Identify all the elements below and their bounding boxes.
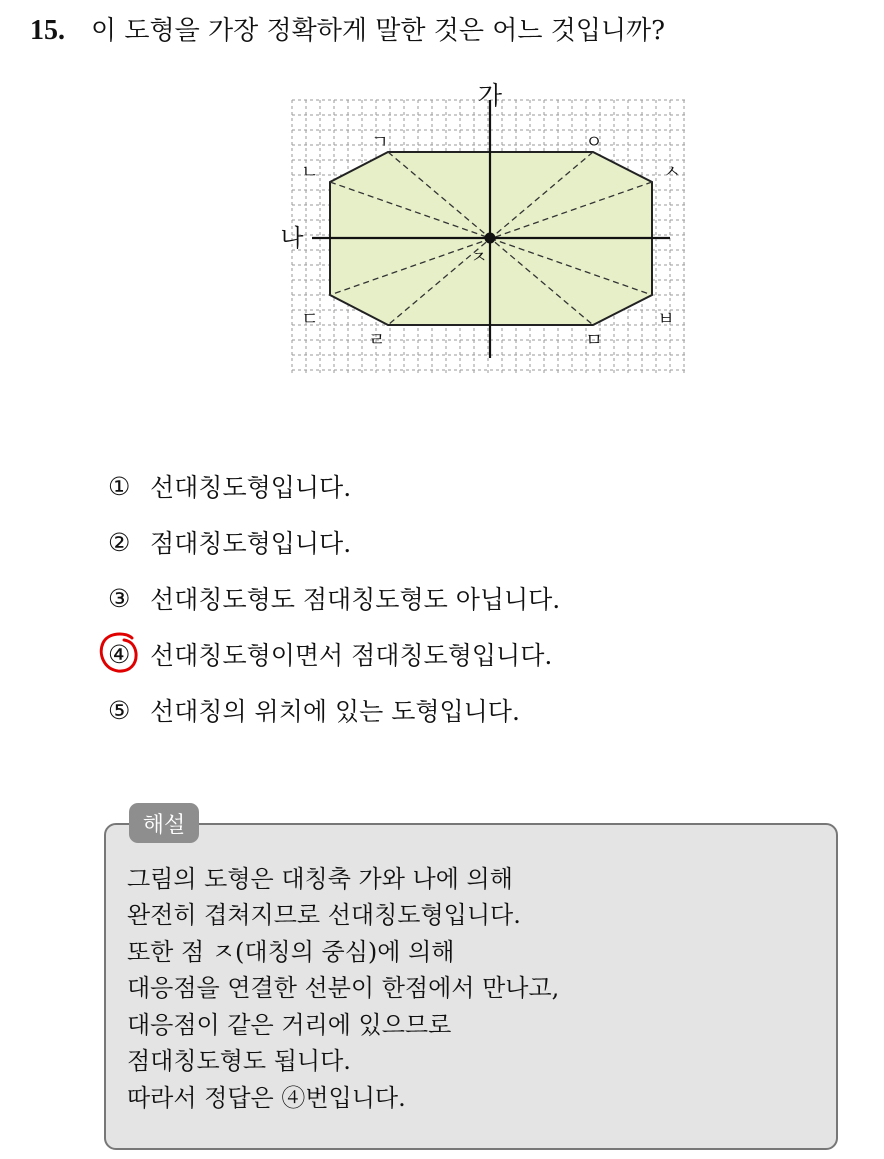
question-text: 이 도형을 가장 정확하게 말한 것은 어느 것입니까? xyxy=(91,16,666,46)
label-p8: ㅇ xyxy=(585,132,603,153)
explanation-line: 완전히 겹쳐지므로 선대칭도형입니다. xyxy=(127,901,521,930)
label-axis-vertical: 가 xyxy=(477,81,503,110)
label-p1: ㄱ xyxy=(371,132,389,153)
choice-text: 선대칭도형입니다. xyxy=(150,473,352,502)
question xyxy=(30,10,665,47)
question-number: 15. xyxy=(30,15,65,46)
choice-1[interactable] xyxy=(108,458,560,514)
choice-number: ③ xyxy=(108,583,131,613)
explanation-text xyxy=(127,858,559,1114)
center-point xyxy=(485,233,496,244)
symmetry-figure xyxy=(270,78,690,378)
label-p6: ㅂ xyxy=(657,309,675,330)
explanation-line: 따라서 정답은 ④번입니다. xyxy=(127,1083,406,1112)
choice-list xyxy=(108,458,560,738)
explanation-line: 그림의 도형은 대칭축 가와 나에 의해 xyxy=(127,864,513,893)
choice-number: ④ xyxy=(108,639,131,669)
explanation-line: 대응점이 같은 거리에 있으므로 xyxy=(127,1010,452,1039)
label-axis-horizontal: 나 xyxy=(280,224,304,252)
explanation-tag: 해설 xyxy=(129,803,199,843)
choice-number: ① xyxy=(108,471,131,501)
choice-text: 선대칭의 위치에 있는 도형입니다. xyxy=(150,697,520,726)
label-p4: ㄹ xyxy=(368,330,386,351)
label-p5: ㅁ xyxy=(585,330,603,351)
label-p7: ㅅ xyxy=(663,162,681,183)
explanation-line: 점대칭도형도 됩니다. xyxy=(127,1047,351,1076)
choice-2[interactable] xyxy=(108,514,560,570)
choice-3[interactable] xyxy=(108,570,560,626)
choice-4[interactable] xyxy=(108,626,560,682)
label-p3: ㄷ xyxy=(301,309,319,330)
label-center: ㅈ xyxy=(470,248,488,268)
explanation-line: 또한 점 ㅈ(대칭의 중심)에 의해 xyxy=(127,937,455,966)
label-p2: ㄴ xyxy=(301,162,319,183)
choice-text: 선대칭도형도 점대칭도형도 아닙니다. xyxy=(150,585,561,614)
answer-circle-mark xyxy=(96,629,146,677)
choice-number: ⑤ xyxy=(108,695,131,725)
choice-number: ② xyxy=(108,527,131,557)
choice-5[interactable] xyxy=(108,682,560,738)
choice-text: 점대칭도형입니다. xyxy=(150,529,352,558)
choice-text: 선대칭도형이면서 점대칭도형입니다. xyxy=(150,641,553,670)
explanation-line: 대응점을 연결한 선분이 한점에서 만나고, xyxy=(127,974,560,1003)
